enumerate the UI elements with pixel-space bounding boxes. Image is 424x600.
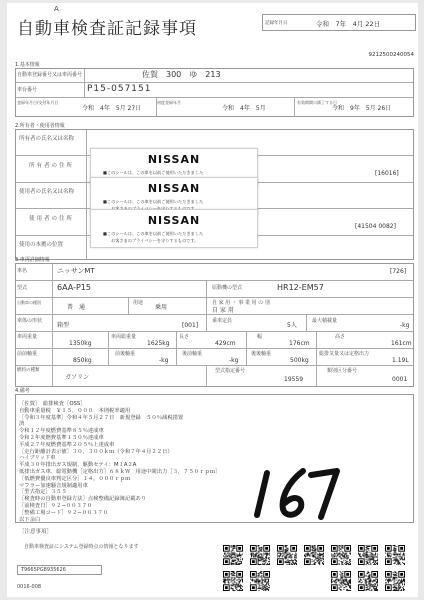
height-label: 高さ: [335, 334, 346, 340]
class-no-label: 類別区分番号: [327, 368, 358, 374]
engine-value: HR12-EM57: [277, 283, 324, 292]
qr-code-icon: [385, 571, 405, 591]
vin-value: P15-057151: [87, 84, 152, 94]
remarks-line: ［前検査日］９２−００３７０: [19, 503, 93, 509]
remarks-line: 令和２年度燃費基準１５０％達成車: [19, 435, 104, 441]
capacity-value: 5人: [287, 322, 297, 329]
length-label: 長さ: [179, 334, 190, 340]
use-value: 乗用: [155, 304, 168, 311]
qr-code-icon: [223, 545, 243, 565]
fuel-label: 燃料の種類: [17, 368, 40, 373]
body-value: 箱型: [57, 322, 70, 329]
privacy-sticker: [90, 209, 258, 248]
form-mark: A: [54, 5, 59, 13]
remarks-section-title: 4.備考: [15, 388, 30, 394]
width-value: 176cm: [289, 340, 310, 347]
sticker-text: ■このシールは、この車を以前ご使用いただきました: [103, 170, 204, 175]
weight-label: 車両重量: [17, 334, 38, 340]
remarks-line: 自動車重量税 ￥１５，０００ 本則税率適用: [19, 407, 131, 414]
reg-label: 自動車登録番号又は車両番号: [17, 72, 83, 78]
owner-name-label: 所有者の氏名又は名称: [19, 136, 75, 142]
record-date-box: [262, 14, 416, 31]
user-code: [41504 0082]: [355, 223, 396, 230]
page-code: 0016-008: [17, 584, 42, 590]
expiry-value: 令和 9年 5月 26日: [332, 105, 392, 112]
first-reg-label: 登録年月日/交付年月日: [17, 100, 59, 105]
remarks-line: ［走行距離計表示値］３０，３００ｋｍ（令和７年４月２２日）: [19, 448, 173, 455]
notes-line: 自動車検査証にシステム登録時点の情報となります: [19, 544, 139, 550]
remarks-line: ［整備工場コード］９２−００３７０: [19, 509, 109, 516]
document-number: 9212500240054: [368, 52, 414, 58]
qr-code-icon: [358, 545, 378, 565]
remarks-line: 平成３０年排出ガス規制、駆動セテイ：M１A２A: [19, 462, 137, 469]
axle4-value: 500kg: [290, 357, 309, 364]
private-label: 自 家 用 ・ 事 業 用 の 別: [212, 300, 270, 306]
qr-code-icon: [385, 545, 405, 565]
remarks-line: ハイブリッド車: [19, 455, 56, 462]
disp-label: 総排気量又は定格出力: [319, 351, 370, 357]
handwritten-number: [237, 463, 347, 523]
use-label: 用途: [133, 300, 144, 306]
axle4-label: 後後軸重: [251, 351, 272, 357]
maker-label: 車名: [17, 268, 28, 274]
type-no-value: 19559: [284, 376, 304, 383]
max-load-unit: -kg: [400, 322, 410, 329]
notes-title: ［注意事項］: [19, 529, 53, 535]
nissan-logo: NISSAN: [147, 182, 201, 195]
remarks-line: 平成２７年度燃費基準２０５％上達成車: [19, 441, 115, 448]
length-value: 429cm: [215, 340, 236, 347]
gross-label: 車両総重量: [111, 334, 137, 340]
axle3-label: 後前軸重: [182, 351, 203, 357]
width-label: 幅: [257, 334, 263, 340]
remarks-line: 済: [19, 421, 25, 428]
kind-value: 普 通: [67, 304, 86, 311]
body-code: [001]: [182, 322, 199, 329]
capacity-label: 乗車定員: [212, 318, 233, 324]
maker-code: [726]: [390, 268, 407, 275]
owner-section-title: 2.所有者・使用者情報: [15, 123, 65, 129]
height-value: 161cm: [391, 340, 412, 347]
remarks-box: [15, 394, 414, 523]
maker-value: ニッサンMT: [57, 267, 95, 275]
axle3-unit: -kg: [229, 357, 239, 364]
class-no-value: 0001: [392, 376, 408, 383]
remarks-line: ［検査時の自動車登録方法］点検整備記録簿記載あり: [19, 496, 147, 503]
first-reg-value: 令和 4年 5月 27日: [82, 105, 142, 112]
base-label: 使用の本拠の位置: [19, 242, 64, 248]
qr-code-icon: [358, 571, 378, 591]
kind-label: 自動車の種別: [17, 300, 41, 305]
axle2-unit: -kg: [159, 357, 169, 364]
remarks-line: 令和１２年度燃費基準８５％達成車: [19, 428, 104, 435]
remarks-line: 低排出ガス車、総電動機［定格出力］６８ｋＷ 用途中間出力［３，７５０ｒｐｍ］: [19, 469, 221, 475]
max-load-label: 最大積載量: [312, 318, 338, 324]
record-date-label: 記録年月日: [265, 21, 288, 26]
nissan-logo: NISSAN: [147, 153, 201, 166]
nissan-logo: NISSAN: [147, 214, 201, 227]
expiry-label: 有効期間の満了する日: [297, 100, 337, 105]
remarks-line: ［低燃費優良車判定区分］１４，０００ｒｐｍ: [19, 475, 131, 482]
vehicle-section-title: 3.車両詳細情報: [15, 257, 50, 263]
record-date-value: 令和 7年 4月 22日: [316, 20, 381, 28]
qr-code-icon: [277, 545, 297, 565]
document-title: 自動車検査証記録事項: [17, 19, 197, 39]
remarks-line: マフラー加速騒音規制適用車: [19, 482, 88, 489]
qr-code-icon: [250, 545, 270, 565]
model-label: 型式: [17, 285, 28, 291]
owner-addr-label: 所有者の住所: [29, 163, 75, 169]
remarks-line: 以下余白: [19, 516, 41, 523]
disp-value: 1.19L: [392, 357, 409, 364]
sticker-text: ■このシールは、この車を以前ご使用いただきました: [103, 199, 204, 204]
owner-code: [16016]: [375, 170, 399, 177]
private-value: 自 家 用: [212, 307, 234, 314]
engine-label: 原動機の型式: [212, 285, 243, 291]
type-no-label: 型式指定番号: [215, 368, 246, 374]
first-year-label: 初度登録年月: [157, 100, 181, 105]
axle-value: 850kg: [73, 357, 92, 364]
sticker-text: ■このシールは、この車を以前ご使用いただきました: [103, 231, 204, 236]
remarks-line: ［型式指定］３５５: [19, 489, 67, 496]
document-page: [7, 3, 418, 597]
qr-code-icon: [331, 545, 351, 565]
body-label: 車体の形状: [17, 318, 43, 324]
remarks-line: ［令和３年度基準］令和４年５月２７日 新規登録 ５０％減税措置: [19, 414, 184, 421]
gross-value: 1625kg: [147, 340, 170, 347]
user-name-label: 使用者の氏名又は名称: [19, 189, 75, 195]
qr-code-icon: [304, 545, 324, 565]
footer-code: T9665PG8935626: [21, 567, 66, 573]
model-value: 6AA-P15: [57, 283, 91, 292]
user-addr-label: 使用者の住所: [29, 216, 75, 222]
qr-code-icon: [250, 571, 270, 591]
weight-value: 1350kg: [69, 340, 92, 347]
basic-section-title: 1.基本情報: [15, 62, 40, 68]
first-year-value: 令和 4年 5月: [222, 105, 266, 112]
axle2-label: 前後軸重: [115, 351, 136, 357]
qr-code-icon: [331, 571, 351, 591]
reg-value: 佐賀 300 ゆ 213: [142, 70, 221, 79]
fuel-value: ガソリン: [65, 374, 90, 381]
qr-code-icon: [223, 571, 243, 591]
remarks-line: ［佐賀］ 総排検査［OSS］: [19, 401, 86, 407]
axle-label: 前前軸重: [17, 351, 38, 357]
vin-label: 車台番号: [17, 87, 38, 93]
sticker-text: お客さまのプライバシーを守りするものです。: [111, 238, 199, 243]
